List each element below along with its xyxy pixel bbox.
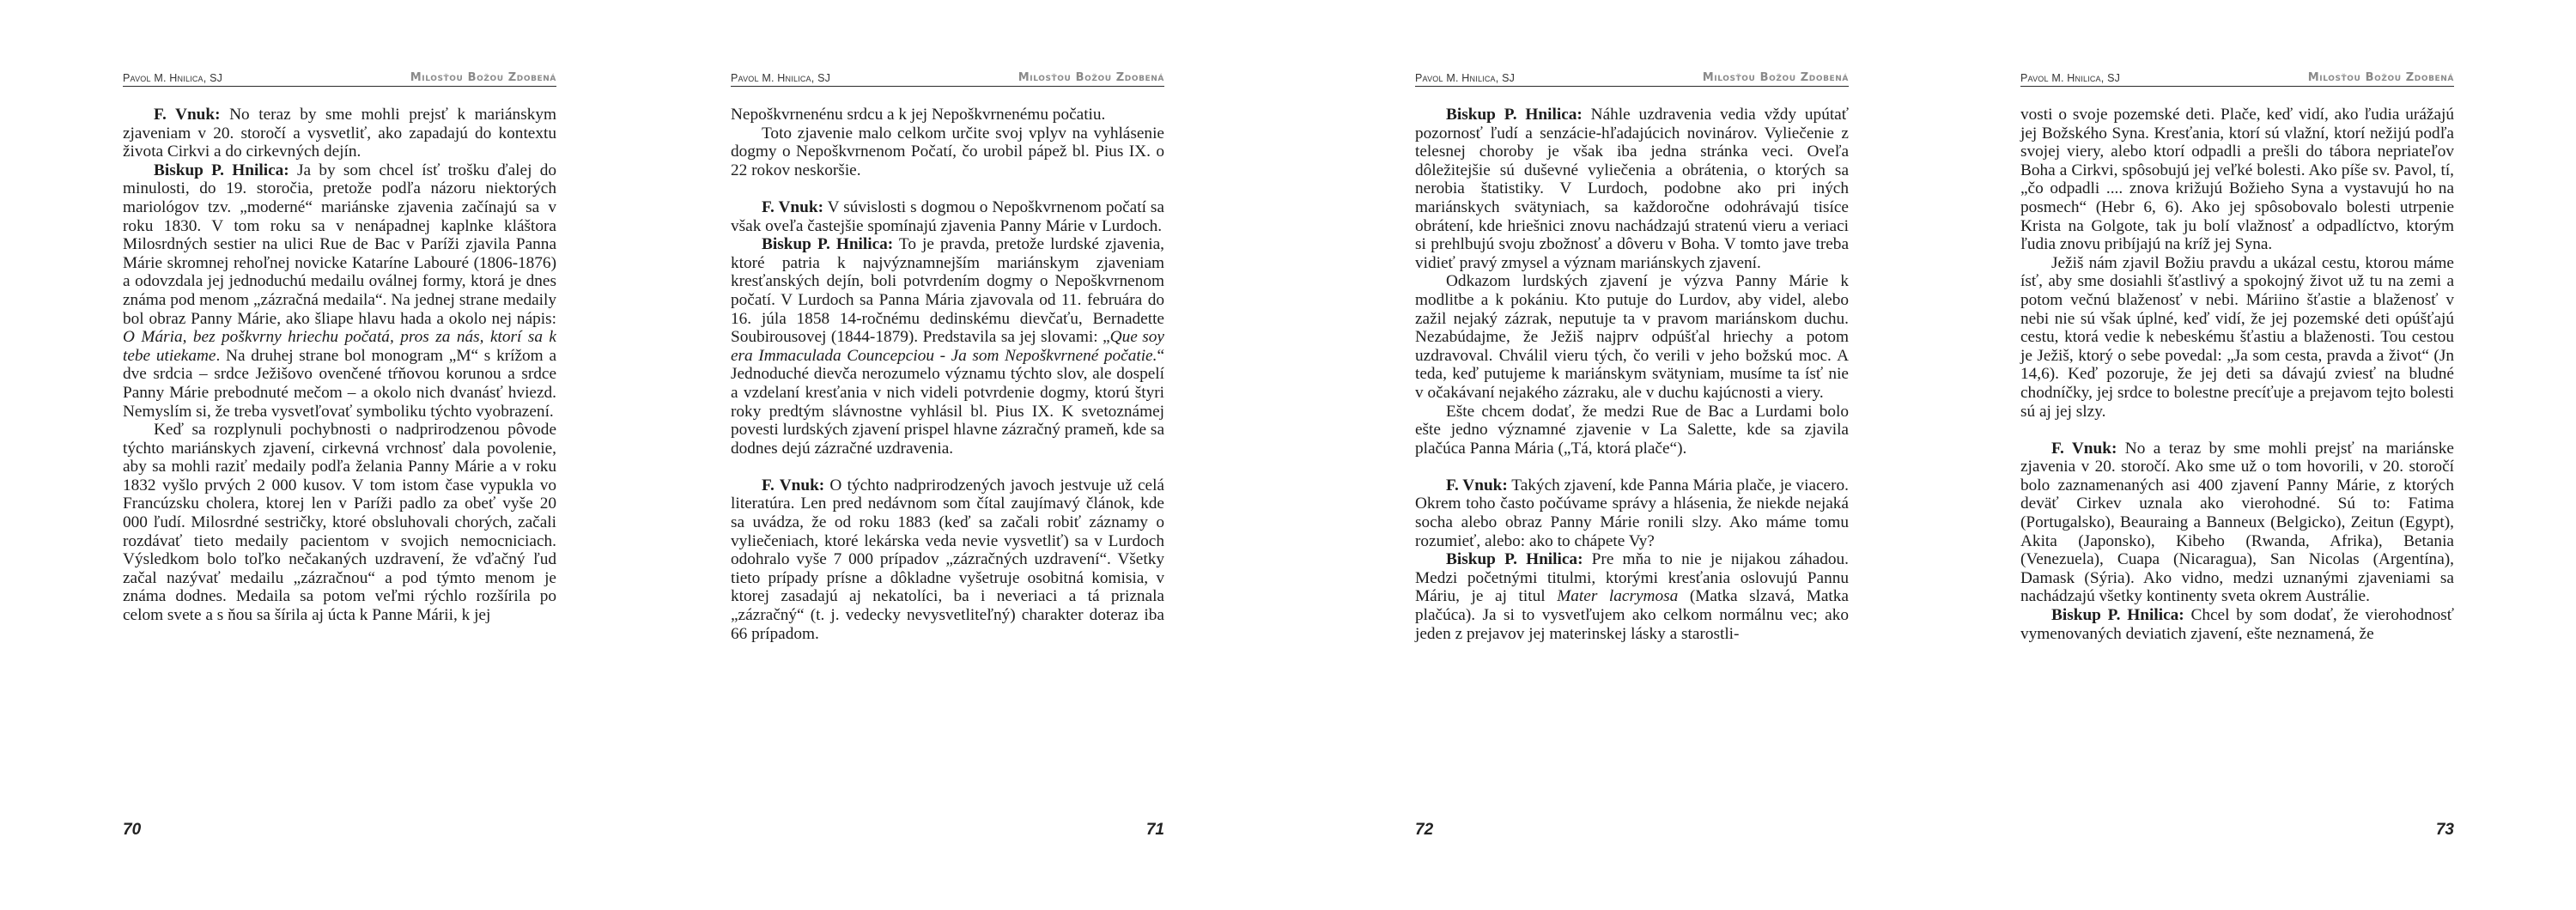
paragraph-text: Ešte chcem dodať, že medzi Rue de Bac a Lurdami bolo ešte jedno významné zjavenie v La Salette, kde sa zjavila plačúca Panna Mária („Tá, ktorá plače“). <box>1415 402 1849 458</box>
paragraph-text: Toto zjavenie malo celkom určite svoj vplyv na vyhlásenie dogmy o Nepoškvrnenom Počatí, čo urobil pápež bl. Pius IX. o 22 rokov neskoršie. <box>731 124 1164 179</box>
paragraph-text: Chcel by som dodať, že vierohodnosť vymenovaných deviatich zjavení, ešte neznamená, že <box>2020 606 2454 643</box>
running-head-book-title: Milosťou Božou Zdobená <box>410 71 556 84</box>
speaker-label: Biskup P. Hnilica: <box>1446 106 1583 124</box>
paragraph <box>731 106 1164 124</box>
running-head-author: Pavol M. Hnilica, SJ <box>123 72 223 84</box>
running-head-book-title: Milosťou Božou Zdobená <box>1018 71 1164 84</box>
running-head-book-title: Milosťou Božou Zdobená <box>2307 71 2454 84</box>
paragraph <box>123 161 556 421</box>
paragraph-text: No a teraz by sme mohli prejsť na mariánske zjavenia v 20. storočí. Ako sme už o tom hovorili, v 20. storočí bolo zaznamenaných asi 400 zjavení Panny Márie, z ktorých deväť Cirkev uznala ako vierohodné. Sú to: Fatima (Portugalsko), Beauraing a Banneux (Belgicko), Zeitun (Egypt), Akita (Japonsko), Kibeho (Rwanda, Afrika), Betania (Venezuela), Cuapa (Nicaragua), San Nicolas (Argentína), Damask (Sýria). Ako vidno, medzi uznanými zjaveniami sa nachádzajú všetky kontinenty sveta okrem Austrálie. <box>2020 439 2454 606</box>
paragraph <box>731 235 1164 458</box>
speaker-label: F. Vnuk: <box>762 476 825 494</box>
running-head <box>1415 62 1849 87</box>
paragraph-text: vosti o svoje pozemské deti. Plače, keď vidí, ako ľudia urážajú jej Božského Syna. Kresťania, ktorí sú vlažní, ktorí nežijú podľa svojej viery, alebo ktorí odpadli a prešli do tábora nepriateľov Boha a Cirkvi, spôsobujú jej veľké bolesti. Ako píše sv. Pavol, tí, „čo odpadli .... znova križujú Božieho Syna a vystavujú ho na posmech“ (Hebr 6, 6). Ako jej spôsobovalo bolesti utrpenie Krista na Golgote, tak ju bolí vlažnosť a odpadlíctvo, ktorým ľudia znovu pribíjajú na kríž jej Syna. <box>2020 106 2454 254</box>
paragraph <box>731 198 1164 235</box>
paragraph-text: . Na druhej strane bol monogram „M“ s krížom a dve srdcia – srdce Ježišovo ovenčené tŕňovou korunou a srdce Panny Márie prebodnuté mečom – a okolo nich dvanásť hviezd. Nemyslím si, že treba vysvetľovať symboliku týchto vyobrazení. <box>123 346 556 421</box>
paragraph-text: (Matka slzavá, Matka plačúca). Ja si to vysvetľujem ako celkom normálnu vec; ako jeden z prejavov jej materinskej lásky a starostli- <box>1415 587 1849 643</box>
paragraph <box>123 106 556 161</box>
paragraph <box>731 124 1164 180</box>
page-body <box>731 106 1164 643</box>
page-body <box>123 106 556 625</box>
paragraph <box>2020 440 2454 606</box>
paragraph <box>2020 606 2454 643</box>
running-head-author: Pavol M. Hnilica, SJ <box>731 72 831 84</box>
speaker-label: F. Vnuk: <box>1446 476 1508 494</box>
paragraph-text: “ Jednoduché dievča nerozumelo významu týchto slov, ale dospelí a vzdelaní kresťania v nich videli potvrdenie dogmy, ktorú štyri roky predtým slávnostne vyhlásil bl. Pius IX. K svetoznámej povesti lurdských zjavení prispel hlavne zázračný prameň, kde sa dodnes dejú zázračné uzdravenia. <box>731 346 1164 458</box>
speaker-label: Biskup P. Hnilica: <box>1446 550 1583 569</box>
paragraph-text: Takých zjavení, kde Panna Mária plače, je viacero. Okrem toho často počúvame správy a hlásenia, že niekde nejaká socha alebo obraz Panny Márie ronili slzy. Ako máme tomu rozumieť, alebo: ako to chápete Vy? <box>1415 476 1849 550</box>
speaker-label: F. Vnuk: <box>154 106 221 124</box>
paragraph <box>1415 476 1849 550</box>
running-head-author: Pavol M. Hnilica, SJ <box>1415 72 1516 84</box>
paragraph-text: Ja by som chcel ísť trošku ďalej do minulosti, do 19. storočia, pretože podľa názoru niektorých mariológov tzv. „moderné“ mariánske zjavenia začínajú sa v roku 1830. V tom roku sa v nenápadnej kaplnke kláštora Milosrdných sestier na ulici Rue de Bac v Paríži zjavila Panna Márie skromnej rehoľnej novicke Kataríne Labouré (1806-1876) a odovzdala jej jednoduchú medailu oválnej formy, ktorá je dnes známa pod menom „zázračná medaila“. Na jednej strane medaily bol obraz Panny Márie, ako šliape hlavu hada a okolo nej nápis: <box>123 161 556 328</box>
speaker-label: Biskup P. Hnilica: <box>2051 606 2184 625</box>
speaker-label: F. Vnuk: <box>762 197 823 216</box>
italic-quote: O Mária, bez poškvrny hriechu počatá, pros za nás, ktorí sa k tebe utiekame <box>123 328 556 365</box>
paragraph-text: O týchto nadprirodzených javoch jestvuje už celá literatúra. Len pred nedávnom som čítal zaujímavý článok, kde sa uvádza, že od roku 1883 (keď sa začali robiť záznamy o vyliečeniach, ktoré lekárska veda nevie vysvetliť) sa v Lurdoch odohralo vyše 7 000 prípadov „zázračných uzdravení“. Všetky tieto prípady prísne a dôkladne vyšetruje osobitná komisia, v ktorej zasadajú aj nekatolíci, ba i neveriaci a tá priznala „zázračný“ (t. j. vedecky nevysvetliteľný) charakter doteraz iba 66 prípadom. <box>731 476 1164 643</box>
page-70 <box>123 62 556 886</box>
page-71 <box>731 62 1164 886</box>
paragraph-text: To je pravda, pretože lurdské zjavenia, ktoré patria k najvýznamnejším mariánskym zjaveniam kresťanských dejín, boli potvrdením dogmy o Nepoškvrnenom počatí. V Lurdoch sa Panna Mária zjavovala od 11. februára do 16. júla 1858 14-ročnému dedinskému dievčaťu, Bernadette Soubirousovej (1844-1879). Predstavila sa jej slovami: „ <box>731 235 1164 347</box>
paragraph <box>123 421 556 625</box>
paragraph-text: Pre mňa to nie je nijakou záhadou. Medzi početnými titulmi, ktorými kresťania oslovujú Pannu Máriu, je aj titul <box>1415 550 1850 606</box>
page-73 <box>2020 62 2454 886</box>
paragraph <box>2020 254 2454 421</box>
speaker-label: Biskup P. Hnilica: <box>762 235 894 254</box>
running-head-author: Pavol M. Hnilica, SJ <box>2020 72 2121 84</box>
paragraph-text: Náhle uzdravenia vedia vždy upútať pozornosť ľudí a senzácie-hľadajúcich novinárov. Vyliečenie z telesnej choroby je však iba jedna stránka veci. Oveľa dôležitejšie sú duševné vyliečenia a obrátenia, o ktorých sa nerobia štatistiky. V Lurdoch, podobne ako pri iných mariánskych svätyniach, sa každoročne odohrávajú tisíce obrátení, kde hriešnici znovu nachádzajú stratenú vieru a veriaci si prehlbujú svoju zbožnosť a dôveru v Boha. V tomto jave treba vidieť pravý zmysel a význam mariánskych zjavení. <box>1415 106 1849 272</box>
paragraph-text: Odkazom lurdských zjavení je výzva Panny Márie k modlitbe a k pokániu. Kto putuje do Lurdov, aby videl, alebo zažil nejaký zázrak, neputuje ta v pravom mariánskom duchu. Nezabúdajme, že Ježiš najprv odpúšťal hriechy a potom uzdravoval. Chválil vieru tých, čo verili v jeho božskú moc. A teda, keď putujeme k mariánskym svätyniam, musíme ta ísť nie v očakávaní nejakého zázraku, ale v duchu kajúcnosti a viery. <box>1415 272 1849 402</box>
running-head-book-title: Milosťou Božou Zdobená <box>1702 71 1849 84</box>
italic-quote: Que soy era Immaculada Councepciou - Ja som Nepoškvrnené počatie. <box>731 328 1164 365</box>
paragraph-text: Nepoškvrnenénu srdcu a k jej Nepoškvrnenému počatiu. <box>731 106 1106 124</box>
paragraph <box>2020 106 2454 254</box>
paragraph-text: Keď sa rozplynuli pochybnosti o nadprirodzenou pôvode týchto mariánskych zjavení, cirkevná vrchnosť dala povolenie, aby sa mohli raziť medaily podľa želania Panny Márie a v roku 1832 vyšlo prvých 2 000 kusov. V tom istom čase vypukla vo Francúzsku cholera, ktorej len v Paríži padlo za obeť vyše 20 000 ľudí. Milosrdné sestričky, ktoré obsluhovali chorých, začali rozdávať tieto medaily pacientom v svojich nemocniciach. Výsledkom bolo toľko nečakaných uzdravení, že vďačný ľud začal nazývať medailu „zázračnou“ a pod týmto menom je známa dodnes. Medaila sa potom veľmi rýchlo rozšírila po celom svete a s ňou sa šírila aj úcta k Panne Márii, k jej <box>123 421 556 625</box>
running-head <box>123 62 556 87</box>
speaker-label: F. Vnuk: <box>2051 439 2117 458</box>
italic-quote: Mater lacrymosa <box>1557 587 1679 606</box>
running-head <box>731 62 1164 87</box>
paragraph-text: Ježiš nám zjavil Božiu pravdu a ukázal cestu, ktorou máme ísť, aby sme dosiahli šťastlivý a spokojný život už tu na zemi a potom večnú blaženosť v nebi. Máriino šťastie a blaženosť v nebi nie sú však úplné, keď vidí, že jej pozemské deti opúšťajú cestu, ktorá vedie k nebeskému šťastiu a blaženosti. Tou cestou je Ježiš, ktorý o sebe povedal: „Ja som cesta, pravda a život“ (Jn 14,6). Keď pozoruje, že jej deti sa dávajú zviesť na bludné chodníčky, jej srdce to bolestne precíťuje a prejavom tejto bolesti sú aj jej slzy. <box>2020 253 2454 421</box>
speaker-label: Biskup P. Hnilica: <box>154 161 289 179</box>
paragraph <box>1415 272 1849 402</box>
paragraph <box>1415 106 1849 272</box>
page-number: 73 <box>2435 821 2454 839</box>
paragraph-text: No teraz by sme mohli prejsť k mariánskym zjaveniam v 20. storočí a vysvetliť, ako zapadajú do kontextu života Cirkvi a do cirkevných dejín. <box>123 106 556 161</box>
page-body <box>2020 106 2454 643</box>
running-head <box>2020 62 2454 87</box>
page-number: 70 <box>123 821 142 839</box>
page-number: 71 <box>1145 821 1164 839</box>
paragraph <box>1415 550 1849 643</box>
page-body <box>1415 106 1849 643</box>
page-number: 72 <box>1415 821 1434 839</box>
paragraph-text: V súvislosti s dogmou o Nepoškvrnenom počatí sa však oveľa častejšie spomínajú zjavenia Panny Márie v Lurdoch. <box>731 197 1164 235</box>
page-72 <box>1415 62 1849 886</box>
paragraph <box>731 476 1164 643</box>
paragraph <box>1415 403 1849 458</box>
